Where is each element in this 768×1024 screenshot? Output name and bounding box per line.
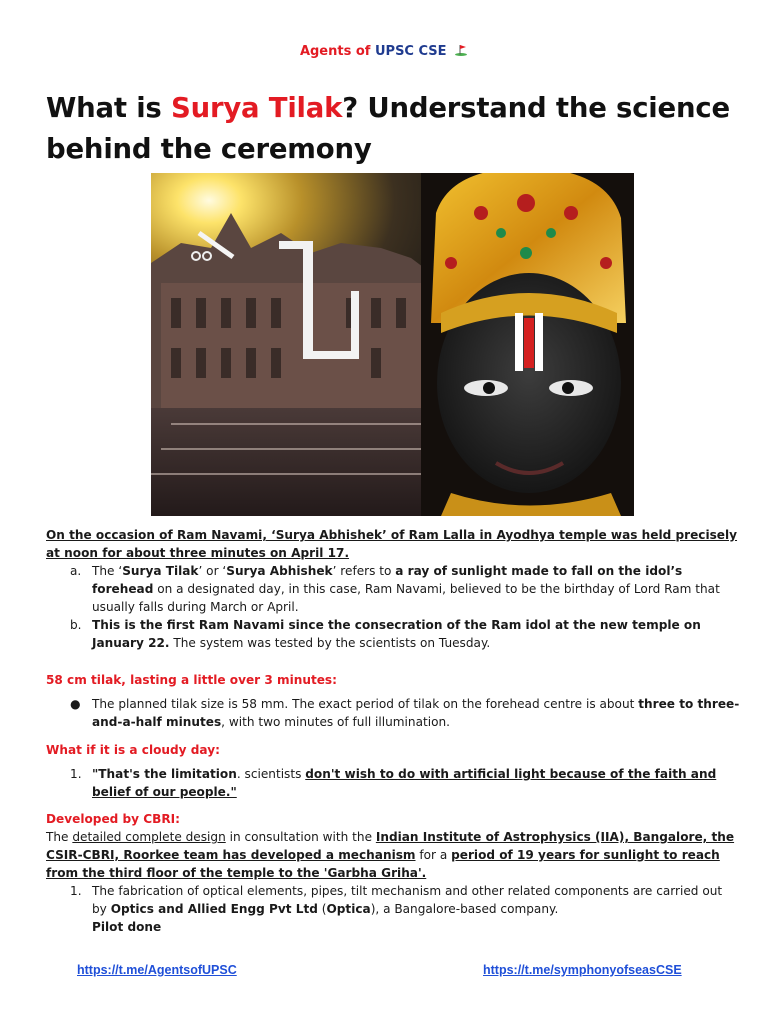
page-title: What is Surya Tilak? Understand the science behind the ceremony <box>46 92 730 165</box>
golf-flag-icon <box>454 44 468 56</box>
intro-lead: On the occasion of Ram Navami, ‘Surya Abhishek’ of Ram Lalla in Ayodhya temple was held precisely at noon for about three minutes on April 17. <box>46 528 738 560</box>
brand-header <box>0 44 768 59</box>
ram-lalla-surya-tilak-illustration <box>151 173 634 516</box>
telegram-link-symphony[interactable]: https://t.me/symphonyofseasCSE <box>483 963 682 977</box>
section-cloudy-day <box>46 741 740 801</box>
brand-name: UPSC CSE <box>374 44 447 59</box>
section-heading: What if it is a cloudy day: <box>46 743 220 757</box>
list-item: b. This is the first Ram Navami since the consecration of the Ram idol at the new temple on January 22. The system was tested by the scientists on Tuesday. <box>70 618 701 650</box>
section-cbri <box>46 810 740 936</box>
section-heading: Developed by CBRI: <box>46 812 180 826</box>
hero-image <box>151 173 634 516</box>
cbri-paragraph: The detailed complete design in consultation with the Indian Institute of Astrophysics (IIA), Bangalore, the CSIR-CBRI, Roorkee team has developed a mechanism for a period of 19 years for sunlight to reach from the third floor of the temple to the 'Garbha Griha'. <box>46 830 735 880</box>
list-item: 1. The fabrication of optical elements, pipes, tilt mechanism and other related components are carried out by Optics and Allied Engg Pvt Ltd (Optica), a Bangalore-based company. Pilot done <box>70 884 723 934</box>
list-item: 1. "That's the limitation. scientists don't wish to do with artificial light because of the faith and belief of our people." <box>70 767 717 799</box>
brand-prefix: Agents of <box>299 44 371 59</box>
list-item: ● The planned tilak size is 58 mm. The exact period of tilak on the forehead centre is about three to three-and-a-half minutes, with two minutes of full illumination. <box>70 697 740 729</box>
section-tilak-size <box>46 671 740 731</box>
section-heading: 58 cm tilak, lasting a little over 3 minutes: <box>46 673 337 687</box>
pilot-note: Pilot done <box>92 920 162 934</box>
list-item: a. The ‘Surya Tilak’ or ‘Surya Abhishek’ refers to a ray of sunlight made to fall on the idol’s forehead on a designated day, in this case, Ram Navami, believed to be the birthday of Lord Ram that usually falls during March or April. <box>70 564 720 614</box>
title-highlight: Surya Tilak <box>170 92 343 124</box>
telegram-link-agents[interactable]: https://t.me/AgentsofUPSC <box>77 963 237 977</box>
intro-section <box>46 526 740 652</box>
